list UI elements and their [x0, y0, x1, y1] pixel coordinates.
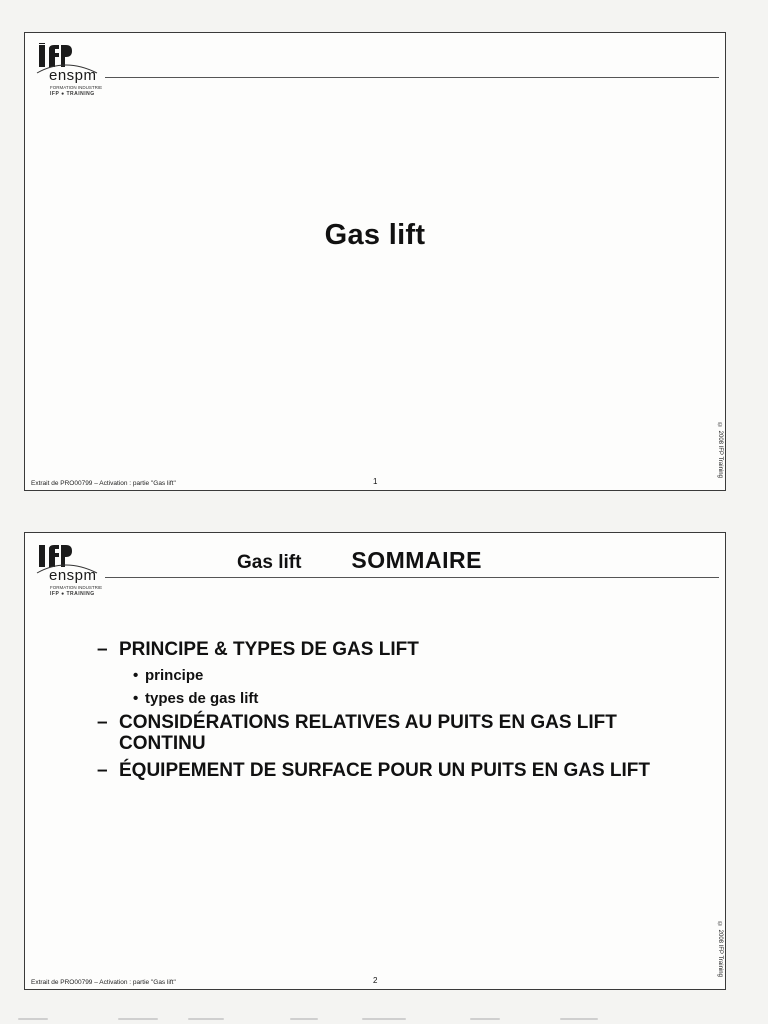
logo-training: IFP ● TRAINING [50, 591, 95, 597]
toc-item-text: ÉQUIPEMENT DE SURFACE POUR UN PUITS EN GAS LIFT [119, 760, 650, 781]
header-divider [105, 577, 719, 578]
table-of-contents [97, 639, 657, 787]
logo-training: IFP ● TRAINING [50, 91, 95, 97]
slide-1 [24, 32, 726, 491]
dash-marker: – [97, 639, 108, 660]
sub-item-text: types de gas lift [145, 690, 259, 707]
dash-marker: – [97, 712, 108, 733]
logo-subtitle: FORMATION INDUSTRIE [50, 585, 103, 590]
sub-item [97, 666, 657, 685]
dash-marker: – [97, 760, 108, 781]
slide-header [237, 547, 482, 574]
ifp-logo [35, 543, 115, 603]
slide-2 [24, 532, 726, 990]
toc-item [97, 639, 657, 660]
bullet-marker: • [133, 667, 139, 684]
toc-item-text: PRINCIPE & TYPES DE GAS LIFT [119, 639, 419, 660]
toc-item-text: CONSIDÉRATIONS RELATIVES AU PUITS EN GAS LIFT CONTINU [119, 712, 617, 754]
slide-title: Gas lift [324, 219, 426, 251]
copyright-notice: © 2008 IFP Training [717, 922, 723, 977]
toc-item [97, 760, 657, 781]
footer-source: Extrait de PRO00799 – Activation : partie "Gas lift" [31, 979, 176, 986]
page-number: 2 [373, 976, 378, 985]
toc-item [97, 712, 657, 754]
sub-item [97, 689, 657, 708]
header-divider [105, 77, 719, 78]
logo-subtitle: FORMATION INDUSTRIE [50, 85, 103, 90]
copyright-notice: © 2008 IFP Training [717, 423, 723, 478]
scan-artifacts [0, 1012, 768, 1024]
logo-brand: enspm [49, 567, 97, 584]
header-title: SOMMAIRE [351, 547, 482, 573]
bullet-marker: • [133, 690, 139, 707]
logo-brand: enspm [49, 67, 97, 84]
sub-list [97, 666, 657, 708]
sub-item-text: principe [145, 667, 204, 684]
footer-source: Extrait de PRO00799 – Activation : partie "Gas lift" [31, 480, 176, 487]
ifp-logo [35, 43, 115, 103]
header-topic: Gas lift [237, 552, 302, 573]
page-number: 1 [373, 477, 378, 486]
